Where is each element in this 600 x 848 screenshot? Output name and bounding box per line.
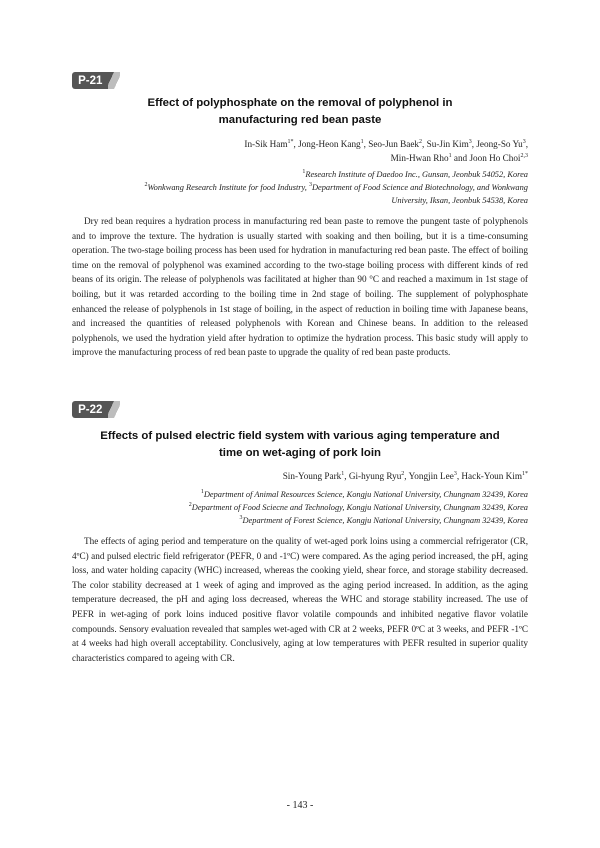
affiliation: $^2$Department of Food Sciecne and Technology, Kongju National University, Chungnam 32439, Korea (188, 502, 528, 512)
author-line: Min-Hwan Rho$^1$ and Joon Ho Choi$^{2,3}$ (390, 153, 528, 163)
affiliation: $^3$Department of Forest Science, Kongju National University, Chungnam 32439, Korea (239, 515, 528, 525)
page-number: - 143 - (286, 800, 314, 811)
author: In-Sik Ham$^{1*}$ (244, 139, 294, 149)
affiliation: $^2$Wonkwang Research Institute for food Industry, $^3$Department of Food Science and Biotechnology, and Wonkwang (144, 182, 528, 192)
article-tag-p22 (72, 401, 120, 418)
author: Hack-Youn Kim$^{1*}$ (461, 471, 528, 481)
affiliation: $^1$Research Institute of Daedoo Inc., Gunsan, Jeonbuk 54052, Korea (302, 169, 528, 179)
article-tag-p21 (72, 72, 120, 89)
affiliation-list (68, 488, 528, 527)
author: Su-Jin Kim$^3$ (426, 139, 472, 149)
author-line: In-Sik Ham$^{1*}$, Jong-Heon Kang$^1$, Seo-Jun Baek$^2$, Su-Jin Kim$^3$, Jeong-So Yu$^3$, (244, 139, 528, 149)
title-line: manufacturing red bean paste (218, 114, 382, 126)
author-list (68, 137, 528, 165)
author: Jong-Heon Kang$^1$ (298, 139, 364, 149)
abstract-text: The effects of aging period and temperature on the quality of wet-aged pork loins using a commercial refrigerator (CR, 4ºC) and pulsed electric field refrigerator (PEFR, 0 and -1ºC) were compared. As the aging period increased, the pH, aging loss, and water holding capacity (WHC) increased, whereas the cooking yield, shear force, and storage stability decreased. The color stability decreased at 1 week of aging and improved as the aging period increased. In addition, as the aging temperature decreased, the pH and aging loss decreased, whereas the WHC and storage stability increased. The use of PEFR in wet-aging of pork loins induced positive flavor volatile compounds and inhibited negative flavor volatile compounds. Sensory evaluation revealed that samples wet-aged with CR at 2 weeks, PEFR 0ºC at 3 weeks, and PEFR -1ºC at 4 weeks had high overall acceptability. Conclusively, aging at low temperatures with PEFR resulted in superior quality characteristics compared to ageing with CR. (72, 536, 528, 663)
author-line: Sin-Young Park$^1$, Gi-hyung Ryu$^2$, Yongjin Lee$^3$, Hack-Youn Kim$^{1*}$ (282, 471, 528, 481)
tag-decoration (108, 401, 120, 418)
author: Min-Hwan Rho$^1$ (390, 153, 452, 163)
tag-label: P-21 (72, 72, 108, 89)
title-line: time on wet-aging of pork loin (219, 447, 381, 459)
author: Jeong-So Yu$^3$ (476, 139, 526, 149)
author: Joon Ho Choi$^{2,3}$ (469, 153, 528, 163)
abstract-text: Dry red bean requires a hydration process in manufacturing red bean paste to remove the pungent taste of polyphenols and to improve the texture. The hydration is usually started with soaking and then boiling, but it is a time-consuming operation. The two-stage boiling process has been used for hydration in manufacturing red bean paste. The effect of boiling time on the removal of polyphenol was examined according to the two-stage boiling process with different kinds of red beans of its origin. The release of polyphenols was facilitated at higher than 90 °C and reached a maximum in 1st stage of boiling, but it was retarded according to the boiling time in 2nd stage of boiling. The supplement of polyphosphate enhanced the release of polyphenols in 1st stage of boiling, in the aspect of reduction in boiling time with Japanese beans, and increased the quantities of released polyphenols with Korean and Chinese beans. In addition to the released polyphenols, we used the hydration yield after hydration to optimize the hydration process. This basic study will apply to improve the manufacturing process of red bean paste to upgrade the quality of red bean paste products. (72, 216, 528, 358)
article-title (72, 95, 528, 129)
title-line: Effect of polyphosphate on the removal of polyphenol in (147, 97, 453, 109)
affiliation: University, Iksan, Jeonbuk 54538, Korea (391, 196, 528, 205)
article-title (72, 428, 528, 462)
affiliation: $^1$Department of Animal Resources Science, Kongju National University, Chungnam 32439, Korea (200, 489, 528, 499)
author-list (68, 469, 528, 483)
tag-decoration (108, 72, 120, 89)
affiliation-list (68, 168, 528, 207)
author: Yongjin Lee$^3$ (408, 471, 457, 481)
title-line: Effects of pulsed electric field system with various aging temperature and (100, 430, 500, 442)
tag-label: P-22 (72, 401, 108, 418)
author: Sin-Young Park$^1$ (282, 471, 345, 481)
author: Seo-Jun Baek$^2$ (368, 139, 423, 149)
author: Gi-hyung Ryu$^2$ (348, 471, 405, 481)
